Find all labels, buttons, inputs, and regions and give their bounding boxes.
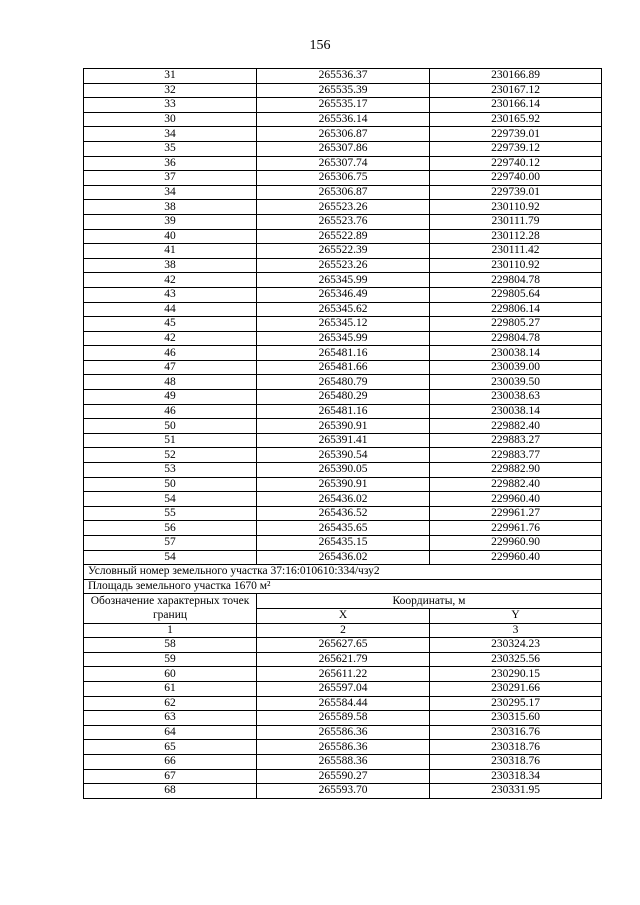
x-coordinate: 265390.05 — [257, 463, 430, 478]
y-coordinate: 230110.92 — [430, 200, 602, 215]
table-body-top — [84, 69, 602, 565]
y-coordinate: 230318.34 — [430, 769, 602, 784]
y-coordinate: 230166.14 — [430, 98, 602, 113]
table-row — [84, 390, 602, 405]
x-coordinate: 265306.87 — [257, 127, 430, 142]
y-coordinate: 230331.95 — [430, 784, 602, 799]
table-row — [84, 331, 602, 346]
y-coordinate: 229961.27 — [430, 506, 602, 521]
designation-header: Обозначение характерных точек границ — [84, 594, 257, 623]
x-coordinate: 265597.04 — [257, 681, 430, 696]
point-number: 38 — [84, 200, 257, 215]
y-coordinate: 229960.90 — [430, 536, 602, 551]
x-coordinate: 265480.29 — [257, 390, 430, 405]
table-row — [84, 98, 602, 113]
table-row — [84, 769, 602, 784]
x-coordinate: 265480.79 — [257, 375, 430, 390]
x-coordinate: 265436.52 — [257, 506, 430, 521]
parcel-area-row — [84, 579, 602, 594]
table-row — [84, 463, 602, 478]
table-row — [84, 244, 602, 259]
point-number: 50 — [84, 477, 257, 492]
y-coordinate: 229740.00 — [430, 171, 602, 186]
y-coordinate: 230318.76 — [430, 754, 602, 769]
point-number: 68 — [84, 784, 257, 799]
x-coordinate: 265611.22 — [257, 667, 430, 682]
point-number: 42 — [84, 273, 257, 288]
y-coordinate: 230110.92 — [430, 258, 602, 273]
x-coordinate: 265345.12 — [257, 317, 430, 332]
x-coordinate: 265588.36 — [257, 754, 430, 769]
parcel-number-row — [84, 565, 602, 580]
x-coordinate: 265621.79 — [257, 652, 430, 667]
y-coordinate: 229739.01 — [430, 127, 602, 142]
point-number: 55 — [84, 506, 257, 521]
table-row — [84, 521, 602, 536]
column-number-2: 2 — [257, 623, 430, 638]
table-row — [84, 317, 602, 332]
point-number: 64 — [84, 725, 257, 740]
point-number: 30 — [84, 112, 257, 127]
table-row — [84, 229, 602, 244]
point-number: 47 — [84, 360, 257, 375]
y-coordinate: 230318.76 — [430, 740, 602, 755]
point-number: 37 — [84, 171, 257, 186]
table-row — [84, 725, 602, 740]
table-row — [84, 784, 602, 799]
column-number-row — [84, 623, 602, 638]
point-number: 44 — [84, 302, 257, 317]
y-coordinate: 230325.56 — [430, 652, 602, 667]
x-coordinate: 265536.14 — [257, 112, 430, 127]
x-coordinate: 265390.91 — [257, 477, 430, 492]
point-number: 36 — [84, 156, 257, 171]
x-coordinate: 265481.16 — [257, 404, 430, 419]
point-number: 49 — [84, 390, 257, 405]
y-coordinate: 230166.89 — [430, 69, 602, 84]
x-coordinate: 265436.02 — [257, 492, 430, 507]
table-row — [84, 200, 602, 215]
point-number: 40 — [84, 229, 257, 244]
y-coordinate: 229961.76 — [430, 521, 602, 536]
x-coordinate: 265535.17 — [257, 98, 430, 113]
y-coordinate: 230295.17 — [430, 696, 602, 711]
x-coordinate: 265627.65 — [257, 638, 430, 653]
point-number: 34 — [84, 185, 257, 200]
y-coordinate: 229804.78 — [430, 331, 602, 346]
x-header: X — [257, 608, 430, 623]
table-row — [84, 667, 602, 682]
table-row — [84, 141, 602, 156]
table-row — [84, 69, 602, 84]
x-coordinate: 265590.27 — [257, 769, 430, 784]
y-header: Y — [430, 608, 602, 623]
y-coordinate: 229960.40 — [430, 492, 602, 507]
y-coordinate: 229804.78 — [430, 273, 602, 288]
x-coordinate: 265307.86 — [257, 141, 430, 156]
point-number: 50 — [84, 419, 257, 434]
point-number: 41 — [84, 244, 257, 259]
y-coordinate: 230324.23 — [430, 638, 602, 653]
y-coordinate: 229739.12 — [430, 141, 602, 156]
point-number: 46 — [84, 404, 257, 419]
header-row-1 — [84, 594, 602, 609]
point-number: 39 — [84, 214, 257, 229]
parcel-info — [84, 565, 602, 638]
table-row — [84, 711, 602, 726]
point-number: 32 — [84, 83, 257, 98]
coordinates-table — [83, 68, 602, 799]
x-coordinate: 265391.41 — [257, 433, 430, 448]
table-row — [84, 302, 602, 317]
y-coordinate: 230038.63 — [430, 390, 602, 405]
y-coordinate: 230315.60 — [430, 711, 602, 726]
x-coordinate: 265523.76 — [257, 214, 430, 229]
y-coordinate: 229882.40 — [430, 419, 602, 434]
point-number: 63 — [84, 711, 257, 726]
x-coordinate: 265535.39 — [257, 83, 430, 98]
point-number: 57 — [84, 536, 257, 551]
y-coordinate: 230111.42 — [430, 244, 602, 259]
point-number: 34 — [84, 127, 257, 142]
table-row — [84, 404, 602, 419]
x-coordinate: 265436.02 — [257, 550, 430, 565]
x-coordinate: 265346.49 — [257, 287, 430, 302]
x-coordinate: 265481.16 — [257, 346, 430, 361]
point-number: 54 — [84, 492, 257, 507]
point-number: 59 — [84, 652, 257, 667]
point-number: 42 — [84, 331, 257, 346]
table-row — [84, 652, 602, 667]
table-body-bottom — [84, 638, 602, 799]
point-number: 52 — [84, 448, 257, 463]
table-row — [84, 681, 602, 696]
x-coordinate: 265522.89 — [257, 229, 430, 244]
y-coordinate: 230316.76 — [430, 725, 602, 740]
point-number: 56 — [84, 521, 257, 536]
table-row — [84, 171, 602, 186]
point-number: 65 — [84, 740, 257, 755]
y-coordinate: 230167.12 — [430, 83, 602, 98]
point-number: 51 — [84, 433, 257, 448]
table-row — [84, 375, 602, 390]
page-number: 156 — [309, 38, 331, 53]
y-coordinate: 230038.14 — [430, 404, 602, 419]
table-row — [84, 536, 602, 551]
y-coordinate: 230291.66 — [430, 681, 602, 696]
y-coordinate: 229805.64 — [430, 287, 602, 302]
y-coordinate: 229882.40 — [430, 477, 602, 492]
point-number: 31 — [84, 69, 257, 84]
table-row — [84, 696, 602, 711]
table-row — [84, 83, 602, 98]
y-coordinate: 229883.27 — [430, 433, 602, 448]
y-coordinate: 230111.79 — [430, 214, 602, 229]
x-coordinate: 265589.58 — [257, 711, 430, 726]
x-coordinate: 265345.99 — [257, 331, 430, 346]
x-coordinate: 265523.26 — [257, 258, 430, 273]
table-row — [84, 477, 602, 492]
y-coordinate: 229739.01 — [430, 185, 602, 200]
table-row — [84, 127, 602, 142]
y-coordinate: 229882.90 — [430, 463, 602, 478]
point-number: 33 — [84, 98, 257, 113]
y-coordinate: 229740.12 — [430, 156, 602, 171]
table-row — [84, 506, 602, 521]
x-coordinate: 265306.87 — [257, 185, 430, 200]
x-coordinate: 265586.36 — [257, 740, 430, 755]
point-number: 38 — [84, 258, 257, 273]
point-number: 35 — [84, 141, 257, 156]
x-coordinate: 265345.62 — [257, 302, 430, 317]
point-number: 62 — [84, 696, 257, 711]
y-coordinate: 230165.92 — [430, 112, 602, 127]
x-coordinate: 265481.66 — [257, 360, 430, 375]
table-row — [84, 740, 602, 755]
y-coordinate: 230039.00 — [430, 360, 602, 375]
point-number: 54 — [84, 550, 257, 565]
table-row — [84, 287, 602, 302]
table-row — [84, 156, 602, 171]
y-coordinate: 229806.14 — [430, 302, 602, 317]
x-coordinate: 265390.91 — [257, 419, 430, 434]
table-row — [84, 492, 602, 507]
point-number: 60 — [84, 667, 257, 682]
point-number: 53 — [84, 463, 257, 478]
table-row — [84, 273, 602, 288]
x-coordinate: 265435.65 — [257, 521, 430, 536]
point-number: 46 — [84, 346, 257, 361]
table-row — [84, 112, 602, 127]
table-row — [84, 419, 602, 434]
x-coordinate: 265584.44 — [257, 696, 430, 711]
y-coordinate: 230039.50 — [430, 375, 602, 390]
x-coordinate: 265435.15 — [257, 536, 430, 551]
coordinates-header: Координаты, м — [257, 594, 602, 609]
table-row — [84, 433, 602, 448]
x-coordinate: 265523.26 — [257, 200, 430, 215]
parcel-area: Площадь земельного участка 1670 м² — [84, 579, 602, 594]
parcel-number: Условный номер земельного участка 37:16:010610:334/чзу2 — [84, 565, 602, 580]
x-coordinate: 265522.39 — [257, 244, 430, 259]
table-row — [84, 258, 602, 273]
y-coordinate: 230038.14 — [430, 346, 602, 361]
table-row — [84, 550, 602, 565]
table-row — [84, 360, 602, 375]
table-row — [84, 754, 602, 769]
table-row — [84, 638, 602, 653]
y-coordinate: 229805.27 — [430, 317, 602, 332]
table-row — [84, 214, 602, 229]
table-row — [84, 346, 602, 361]
x-coordinate: 265586.36 — [257, 725, 430, 740]
point-number: 66 — [84, 754, 257, 769]
point-number: 61 — [84, 681, 257, 696]
x-coordinate: 265306.75 — [257, 171, 430, 186]
column-number-1: 1 — [84, 623, 257, 638]
y-coordinate: 230290.15 — [430, 667, 602, 682]
table-row — [84, 185, 602, 200]
x-coordinate: 265390.54 — [257, 448, 430, 463]
point-number: 43 — [84, 287, 257, 302]
table-row — [84, 448, 602, 463]
x-coordinate: 265536.37 — [257, 69, 430, 84]
x-coordinate: 265593.70 — [257, 784, 430, 799]
point-number: 67 — [84, 769, 257, 784]
x-coordinate: 265345.99 — [257, 273, 430, 288]
point-number: 58 — [84, 638, 257, 653]
y-coordinate: 229960.40 — [430, 550, 602, 565]
x-coordinate: 265307.74 — [257, 156, 430, 171]
point-number: 45 — [84, 317, 257, 332]
point-number: 48 — [84, 375, 257, 390]
y-coordinate: 230112.28 — [430, 229, 602, 244]
column-number-3: 3 — [430, 623, 602, 638]
y-coordinate: 229883.77 — [430, 448, 602, 463]
